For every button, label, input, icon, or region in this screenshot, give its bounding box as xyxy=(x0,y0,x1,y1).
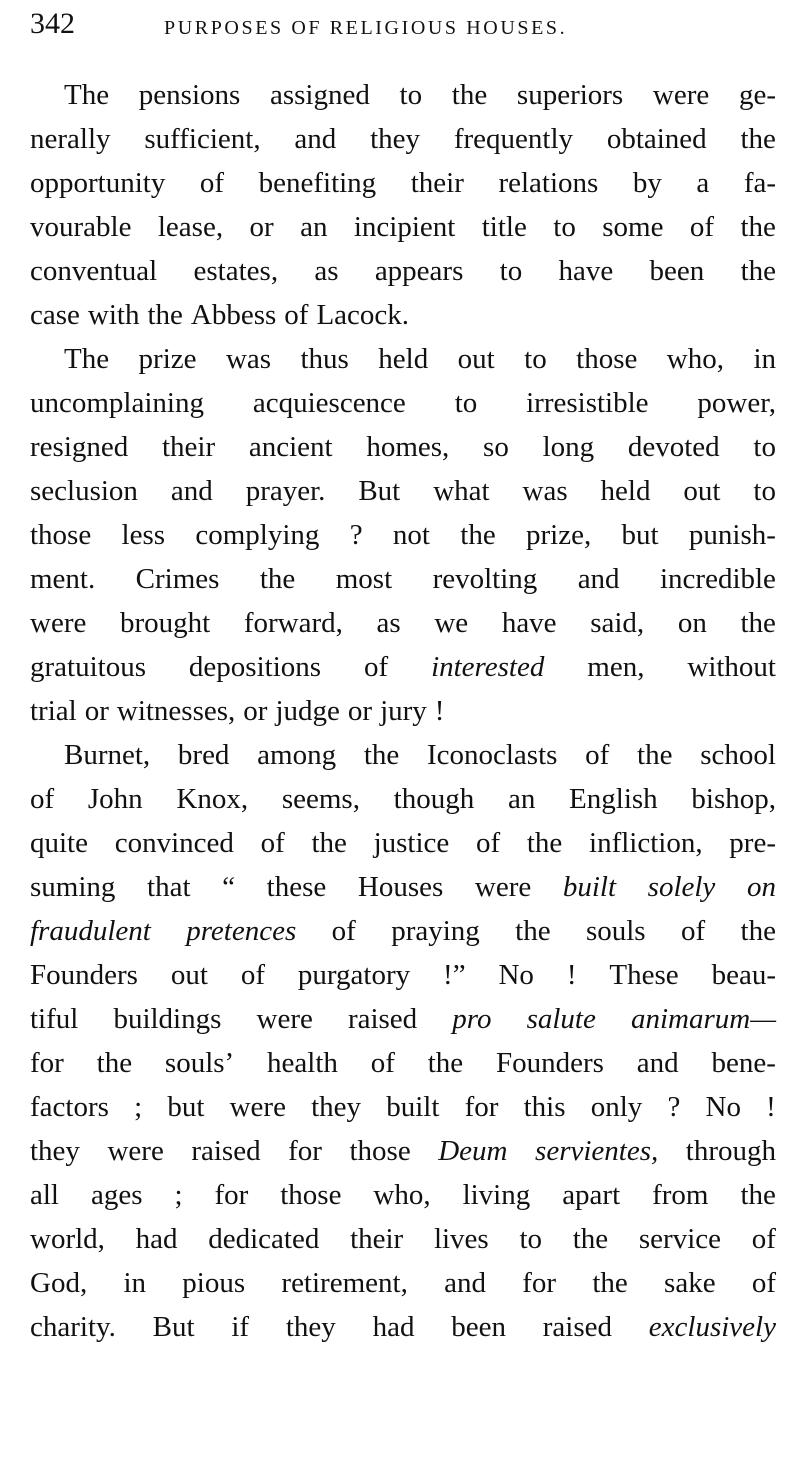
word: we xyxy=(434,607,469,639)
word: who, xyxy=(373,1179,431,1211)
word: Founders xyxy=(496,1047,604,1079)
word: their xyxy=(350,1223,404,1255)
word: ! xyxy=(434,695,445,727)
text-line xyxy=(30,557,776,601)
word: they xyxy=(370,123,421,155)
word: an xyxy=(507,783,536,815)
word: the xyxy=(363,739,400,771)
word: witnesses, xyxy=(116,695,236,727)
word: this xyxy=(523,1091,566,1123)
word: school xyxy=(700,739,776,771)
word: to xyxy=(753,475,776,507)
word: to xyxy=(519,1223,542,1255)
word: with xyxy=(87,299,140,331)
word: obtained xyxy=(606,123,707,155)
word: the xyxy=(427,1047,464,1079)
word: ? xyxy=(667,1091,681,1123)
word: these xyxy=(266,871,327,903)
italic-word: solely xyxy=(647,871,716,903)
word: those xyxy=(576,343,638,375)
word: to xyxy=(553,211,576,243)
word: so xyxy=(483,431,509,463)
word: out xyxy=(170,959,208,991)
word: raised xyxy=(542,1311,613,1343)
word: said, xyxy=(590,607,645,639)
word: all xyxy=(30,1179,59,1211)
word: out xyxy=(683,475,721,507)
word: were xyxy=(474,871,532,903)
word: souls’ xyxy=(164,1047,235,1079)
word: dedicated xyxy=(208,1223,320,1255)
italic-word: pro xyxy=(452,1003,492,1035)
word: lease, xyxy=(157,211,224,243)
word: the xyxy=(740,211,776,243)
word: world, xyxy=(30,1223,105,1255)
word: ge- xyxy=(738,79,776,111)
word: out xyxy=(457,343,495,375)
text-line xyxy=(30,293,776,337)
word: the xyxy=(311,827,347,859)
word: depositions xyxy=(188,651,322,683)
word: service xyxy=(638,1223,721,1255)
word: had xyxy=(135,1223,178,1255)
text-line xyxy=(30,777,776,821)
word: the xyxy=(740,123,776,155)
word: from xyxy=(652,1179,709,1211)
word: health xyxy=(267,1047,338,1079)
word: held xyxy=(378,343,429,375)
word: ; xyxy=(174,1179,183,1211)
text-line xyxy=(30,1305,776,1349)
word: seems, xyxy=(281,783,360,815)
word: Lacock. xyxy=(316,299,410,331)
word: built xyxy=(386,1091,440,1123)
italic-word: servientes, xyxy=(535,1135,659,1167)
word: assigned xyxy=(269,79,370,111)
word: for xyxy=(464,1091,499,1123)
word: relations xyxy=(498,167,599,199)
word: or xyxy=(243,695,268,727)
word: the xyxy=(740,255,776,287)
word: acquiescence xyxy=(252,387,406,419)
word: of xyxy=(331,915,356,947)
word: lives xyxy=(433,1223,489,1255)
word: and xyxy=(636,1047,679,1079)
word: been xyxy=(451,1311,506,1343)
word: to xyxy=(399,79,423,111)
word: John xyxy=(87,783,143,815)
word: ? xyxy=(349,519,363,551)
word: Founders xyxy=(30,959,138,991)
word: incredible xyxy=(659,563,776,595)
word: nerally xyxy=(30,123,111,155)
word: resigned xyxy=(30,431,129,463)
word: of xyxy=(30,783,55,815)
word: the xyxy=(147,299,183,331)
word: These xyxy=(609,959,679,991)
word: were xyxy=(229,1091,286,1123)
word: Iconoclasts xyxy=(426,739,558,771)
word: judge xyxy=(275,695,340,727)
italic-word: animarum— xyxy=(630,1003,776,1035)
word: !” xyxy=(443,959,466,991)
italic-word: fraudulent xyxy=(30,915,151,947)
running-head: PURPOSES OF RELIGIOUS HOUSES. xyxy=(164,17,568,39)
text-line xyxy=(30,425,776,469)
word: what xyxy=(433,475,490,507)
word: on xyxy=(677,607,707,639)
page-header xyxy=(30,4,770,44)
word: gratuitous xyxy=(30,651,146,683)
word: the xyxy=(526,827,563,859)
word: charity. xyxy=(30,1311,116,1343)
word: praying xyxy=(391,915,480,947)
italic-word: exclusively xyxy=(648,1311,776,1343)
word: been xyxy=(649,255,705,287)
word: through xyxy=(685,1135,776,1167)
word: estates, xyxy=(193,255,279,287)
italic-word: pretences xyxy=(186,915,297,947)
word: in xyxy=(753,343,776,375)
text-line xyxy=(30,1261,776,1305)
word: the xyxy=(740,1179,776,1211)
word: those xyxy=(30,519,92,551)
italic-word: on xyxy=(746,871,776,903)
text-line xyxy=(30,1129,776,1173)
text-line xyxy=(30,1173,776,1217)
word: less xyxy=(121,519,166,551)
word: were xyxy=(107,1135,164,1167)
text-line xyxy=(30,821,776,865)
word: pensions xyxy=(138,79,241,111)
word: of xyxy=(751,1223,776,1255)
text-line xyxy=(30,513,776,557)
word: thus xyxy=(300,343,349,375)
word: of xyxy=(751,1267,776,1299)
word: ages xyxy=(90,1179,143,1211)
word: opportunity xyxy=(30,167,166,199)
word: or xyxy=(347,695,373,727)
word: seclusion xyxy=(30,475,138,507)
word: was xyxy=(225,343,272,375)
word: who, xyxy=(666,343,724,375)
word: case xyxy=(30,299,80,331)
word: to xyxy=(499,255,523,287)
word: tiful xyxy=(30,1003,79,1035)
italic-word: interested xyxy=(431,651,545,683)
word: Crimes xyxy=(135,563,220,595)
word: was xyxy=(522,475,568,507)
word: for xyxy=(288,1135,322,1167)
word: but xyxy=(621,519,659,551)
word: the xyxy=(572,1223,609,1255)
word: title xyxy=(481,211,527,243)
word: retirement, xyxy=(281,1267,408,1299)
text-line xyxy=(30,1085,776,1129)
text-line xyxy=(30,953,776,997)
word: only xyxy=(590,1091,643,1123)
word: their xyxy=(410,167,464,199)
word: of xyxy=(363,651,389,683)
word: ! xyxy=(766,1091,776,1123)
word: for xyxy=(522,1267,557,1299)
word: No xyxy=(498,959,534,991)
word: or xyxy=(249,211,274,243)
word: of xyxy=(689,211,715,243)
word: bred xyxy=(177,739,230,771)
word: the xyxy=(740,915,776,947)
word: purgatory xyxy=(297,959,411,991)
word: of xyxy=(284,299,309,331)
word: brought xyxy=(119,607,211,639)
word: jury xyxy=(380,695,427,727)
word: the xyxy=(515,915,551,947)
text-line xyxy=(30,733,776,777)
word: English xyxy=(569,783,658,815)
word: living xyxy=(462,1179,531,1211)
word: ment. xyxy=(30,563,96,595)
word: justice xyxy=(373,827,450,859)
word: those xyxy=(349,1135,411,1167)
word: the xyxy=(592,1267,628,1299)
word: prize, xyxy=(526,519,592,551)
word: but xyxy=(167,1091,205,1123)
word: were xyxy=(30,607,87,639)
word: their xyxy=(161,431,216,463)
word: to xyxy=(454,387,478,419)
word: of xyxy=(585,739,610,771)
word: Burnet, xyxy=(64,739,151,771)
word: revolting xyxy=(432,563,538,595)
word: devoted xyxy=(627,431,720,463)
word: fa- xyxy=(743,167,776,199)
text-line xyxy=(30,645,776,689)
word: sake xyxy=(664,1267,716,1299)
word: convinced xyxy=(114,827,234,859)
word: The xyxy=(64,79,110,111)
word: the xyxy=(451,79,488,111)
text-line xyxy=(30,381,776,425)
word: the xyxy=(740,607,776,639)
word: power, xyxy=(697,387,776,419)
word: But xyxy=(152,1311,195,1343)
word: had xyxy=(372,1311,415,1343)
word: apart xyxy=(562,1179,621,1211)
word: suming xyxy=(30,871,116,903)
word: infliction, xyxy=(589,827,703,859)
text-line xyxy=(30,249,776,293)
word: though xyxy=(393,783,475,815)
word: of xyxy=(476,827,501,859)
word: punish- xyxy=(688,519,776,551)
word: raised xyxy=(191,1135,261,1167)
word: and xyxy=(170,475,213,507)
word: in xyxy=(123,1267,147,1299)
word: that xyxy=(147,871,191,903)
word: buildings xyxy=(113,1003,222,1035)
text-line xyxy=(30,601,776,645)
word: they xyxy=(285,1311,336,1343)
text-line xyxy=(30,73,776,117)
word: were xyxy=(652,79,710,111)
word: benefiting xyxy=(258,167,377,199)
word: were xyxy=(256,1003,313,1035)
word: prize xyxy=(138,343,197,375)
text-line xyxy=(30,337,776,381)
word: frequently xyxy=(453,123,573,155)
word: uncomplaining xyxy=(30,387,204,419)
word: ancient xyxy=(248,431,333,463)
word: conventual xyxy=(30,255,158,287)
word: the xyxy=(460,519,496,551)
word: among xyxy=(257,739,337,771)
word: bishop, xyxy=(691,783,776,815)
text-line xyxy=(30,117,776,161)
text-line xyxy=(30,469,776,513)
word: some xyxy=(602,211,664,243)
word: long xyxy=(542,431,595,463)
word: or xyxy=(84,695,109,727)
word: the xyxy=(637,739,673,771)
word: factors xyxy=(30,1091,109,1123)
word: to xyxy=(753,431,776,463)
word: by xyxy=(632,167,662,199)
word: Knox, xyxy=(176,783,249,815)
word: of xyxy=(680,915,706,947)
word: sufficient, xyxy=(144,123,261,155)
word: if xyxy=(231,1311,250,1343)
text-line xyxy=(30,1217,776,1261)
word: they xyxy=(311,1091,362,1123)
word: a xyxy=(696,167,710,199)
word: not xyxy=(392,519,430,551)
word: raised xyxy=(347,1003,418,1035)
word: ; xyxy=(134,1091,143,1123)
word: pious xyxy=(182,1267,246,1299)
word: souls xyxy=(585,915,646,947)
word: prayer. xyxy=(245,475,326,507)
text-line xyxy=(30,689,776,733)
word: quite xyxy=(30,827,88,859)
word: forward, xyxy=(243,607,343,639)
word: have xyxy=(558,255,614,287)
word: incipient xyxy=(353,211,456,243)
word: as xyxy=(314,255,339,287)
word: of xyxy=(199,167,225,199)
word: for xyxy=(214,1179,249,1211)
word: the xyxy=(96,1047,133,1079)
word: as xyxy=(376,607,401,639)
word: and xyxy=(444,1267,486,1299)
word: and xyxy=(294,123,337,155)
italic-word: salute xyxy=(526,1003,596,1035)
word: appears xyxy=(374,255,464,287)
word: the xyxy=(259,563,296,595)
word: Houses xyxy=(357,871,444,903)
word: those xyxy=(280,1179,342,1211)
body-text xyxy=(30,73,776,1349)
word: most xyxy=(335,563,393,595)
word: men, xyxy=(587,651,645,683)
text-line xyxy=(30,1041,776,1085)
italic-word: built xyxy=(562,871,617,903)
word: irresistible xyxy=(526,387,649,419)
text-line xyxy=(30,997,776,1041)
italic-word: Deum xyxy=(438,1135,508,1167)
word: superiors xyxy=(516,79,624,111)
word: Abbess xyxy=(190,299,277,331)
word: of xyxy=(260,827,285,859)
word: and xyxy=(577,563,620,595)
word: ! xyxy=(566,959,577,991)
text-line xyxy=(30,909,776,953)
word: complying xyxy=(195,519,320,551)
word: of xyxy=(370,1047,395,1079)
word: homes, xyxy=(366,431,450,463)
page-number: 342 xyxy=(30,7,75,40)
word: The xyxy=(64,343,110,375)
word: But xyxy=(358,475,401,507)
word: bene- xyxy=(711,1047,776,1079)
word: beau- xyxy=(711,959,776,991)
text-line xyxy=(30,865,776,909)
word: to xyxy=(524,343,547,375)
word: God, xyxy=(30,1267,88,1299)
word: trial xyxy=(30,695,77,727)
word: without xyxy=(687,651,776,683)
word: No xyxy=(705,1091,741,1123)
text-line xyxy=(30,161,776,205)
word: they xyxy=(30,1135,80,1167)
text-line xyxy=(30,205,776,249)
word: an xyxy=(300,211,328,243)
word: vourable xyxy=(30,211,132,243)
word: pre- xyxy=(729,827,776,859)
word: for xyxy=(30,1047,64,1079)
word: “ xyxy=(222,871,236,903)
word: of xyxy=(240,959,265,991)
word: held xyxy=(600,475,651,507)
word: have xyxy=(501,607,557,639)
